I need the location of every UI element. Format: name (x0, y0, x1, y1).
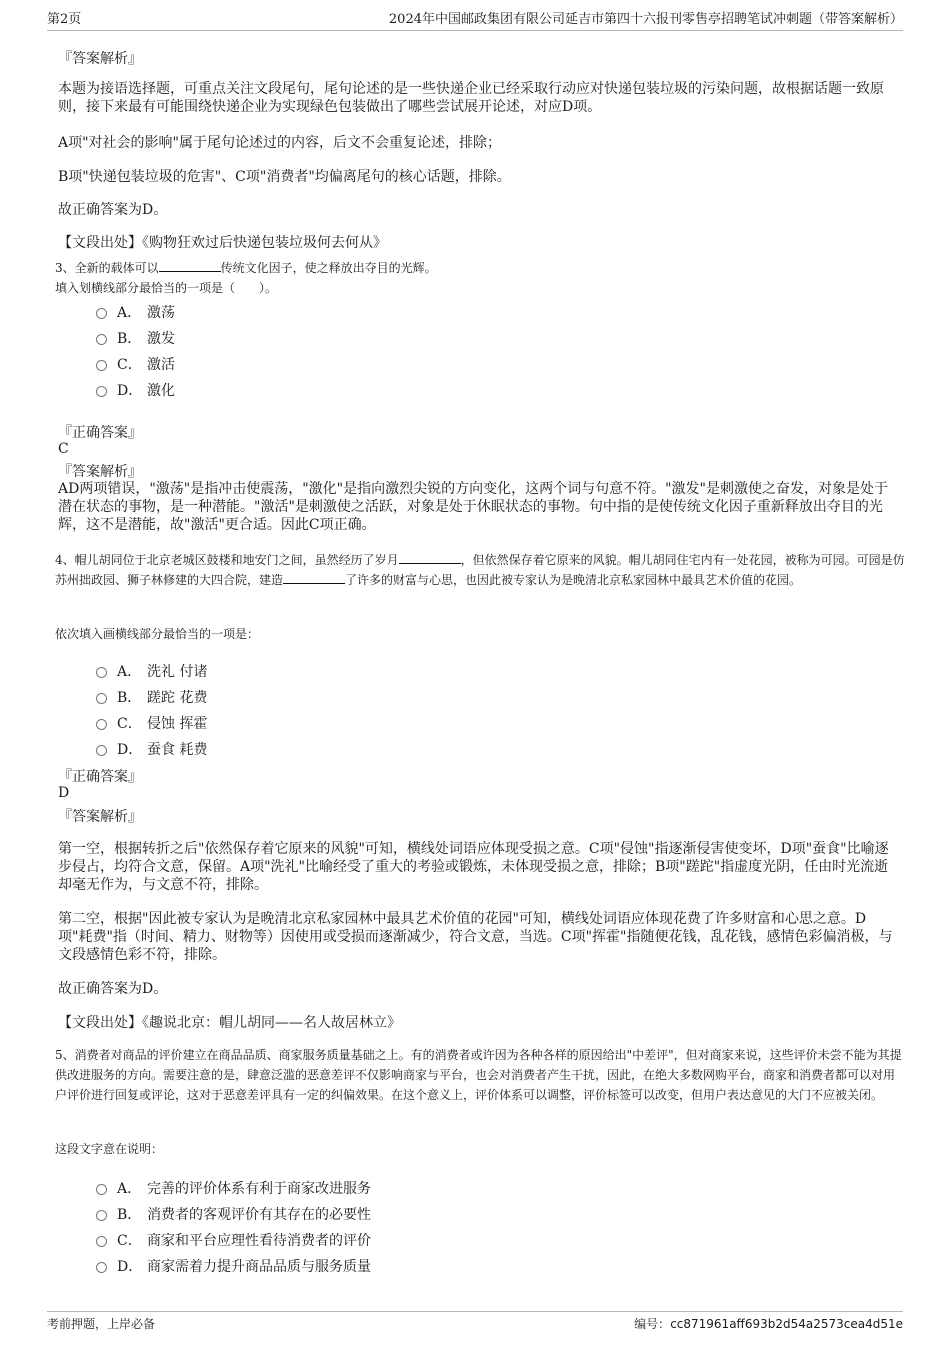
option-letter: A． (117, 664, 142, 680)
q4-stem-part2: ，但依然保存着它原来的风貌。帽儿胡同住宅内有一处花园，被称为可园。可园是仿苏州拙政园、狮子林修建的大四合院，建造 (55, 553, 905, 587)
q4-option-d[interactable] (96, 739, 207, 759)
option-text: 消费者的客观评价有其存在的必要性 (147, 1207, 371, 1223)
radio-icon[interactable] (96, 334, 107, 345)
radio-icon[interactable] (96, 719, 107, 730)
option-letter: D． (117, 383, 143, 399)
q5-prompt: 这段文字意在说明： (55, 1142, 164, 1156)
q4-analysis-p3: 故正确答案为D。 (58, 981, 168, 997)
q2-analysis-p2: A项"对社会的影响"属于尾句论述过的内容，后文不会重复论述，排除； (58, 135, 501, 151)
document-title: 2024年中国邮政集团有限公司延吉市第四十六报刊零售亭招聘笔试冲刺题（带答案解析） (388, 12, 903, 27)
q4-option-a[interactable] (96, 661, 207, 681)
q3-analysis: AD两项错误，"激荡"是指冲击使震荡，"激化"是指向激烈尖锐的方向变化，这两个词与句意不符。"激发"是刺激使之奋发，对象是处于潜在状态的事物，是一种潜能。"激活"是刺激使之活跃，对象是处于休眠状态的事物。句中指的是使传统文化因子重新释放出夺目的光辉，这不是潜能，故"激活"更合适。因此C项正确。 (58, 481, 888, 533)
option-text: 商家需着力提升商品品质与服务质量 (147, 1259, 371, 1275)
option-letter: B． (117, 690, 142, 706)
option-text: 激发 (147, 331, 175, 347)
q4-stem-part1: 4、帽儿胡同位于北京老城区鼓楼和地安门之间，虽然经历了岁月 (55, 553, 399, 567)
q3-prompt: 填入划横线部分最恰当的一项是（ ）。 (55, 281, 278, 295)
radio-icon[interactable] (96, 308, 107, 319)
option-letter: D． (117, 742, 143, 758)
q3-blank (159, 258, 221, 272)
page-number: 第2页 (47, 12, 82, 27)
radio-icon[interactable] (96, 693, 107, 704)
option-letter: A． (117, 305, 142, 321)
option-letter: A． (117, 1181, 142, 1197)
q5-option-b[interactable] (96, 1204, 371, 1224)
q4-option-b[interactable] (96, 687, 207, 707)
q3-stem (55, 258, 905, 278)
radio-icon[interactable] (96, 1236, 107, 1247)
q3-correct-label: 『正确答案』 (58, 425, 142, 441)
radio-icon[interactable] (96, 745, 107, 756)
q4-correct-label: 『正确答案』 (58, 769, 142, 785)
q2-analysis-p4: 故正确答案为D。 (58, 202, 168, 218)
option-letter: B． (117, 1207, 142, 1223)
q4-option-c[interactable] (96, 713, 207, 733)
q2-analysis-label: 『答案解析』 (58, 51, 142, 67)
radio-icon[interactable] (96, 360, 107, 371)
footer-code-label: 编号： (634, 1317, 671, 1331)
q5-option-a[interactable] (96, 1178, 371, 1198)
footer-slogan: 考前押题，上岸必备 (47, 1317, 156, 1331)
q3-analysis-label: 『答案解析』 (58, 464, 142, 480)
q4-correct-answer: D (58, 785, 70, 801)
radio-icon[interactable] (96, 667, 107, 678)
q3-option-a[interactable] (96, 302, 175, 322)
radio-icon[interactable] (96, 1262, 107, 1273)
q3-option-b[interactable] (96, 328, 175, 348)
option-text: 蚕食 耗费 (147, 742, 208, 758)
option-letter: C． (117, 357, 142, 373)
option-text: 完善的评价体系有利于商家改进服务 (147, 1181, 371, 1197)
header-divider (47, 30, 903, 31)
option-text: 激活 (147, 357, 175, 373)
option-text: 激荡 (147, 305, 175, 321)
q4-analysis-p2: 第二空，根据"因此被专家认为是晚清北京私家园林中最具艺术价值的花园"可知，横线处词语应体现花费了许多财富和心思之意。D项"耗费"指（时间、精力、财物等）因使用或受损而逐渐减少，符合文意，当选。C项"挥霍"指随便花钱，乱花钱，感情色彩偏消极，与文段感情色彩不符，排除。 (58, 911, 893, 963)
q2-source: 【文段出处】《购物狂欢过后快递包装垃圾何去何从》 (58, 235, 387, 251)
q4-source: 【文段出处】《趣说北京：帽儿胡同——名人故居林立》 (58, 1015, 401, 1031)
option-text: 激化 (147, 383, 175, 399)
q4-prompt: 依次填入画横线部分最恰当的一项是： (55, 627, 260, 641)
radio-icon[interactable] (96, 1184, 107, 1195)
q4-stem (55, 550, 905, 590)
radio-icon[interactable] (96, 1210, 107, 1221)
q5-stem: 5、消费者对商品的评价建立在商品品质、商家服务质量基础之上。有的消费者或许因为各种各样的原因给出"中差评"，但对商家来说，这些评价未尝不能为其提供改进服务的方向。需要注意的是，肆意泛滥的恶意差评不仅影响商家与平台，也会对消费者产生干扰，因此，在绝大多数网购平台，商家和消费者都可以对用户评价进行回复或评论，这对于恶意差评具有一定的纠偏效果。在这个意义上，评价体系可以调整，评价标签可以改变，但用户表达意见的大门不应被关闭。 (55, 1048, 902, 1102)
footer-code (634, 1315, 903, 1332)
q4-stem-part3: 了许多的财富与心思，也因此被专家认为是晚清北京私家园林中最具艺术价值的花园。 (345, 573, 802, 587)
q4-blank-2 (283, 570, 345, 584)
q4-blank-1 (399, 550, 461, 564)
option-text: 蹉跎 花费 (147, 690, 208, 706)
footer-divider (47, 1311, 903, 1312)
q3-option-c[interactable] (96, 354, 175, 374)
q2-analysis-p3: B项"快递包装垃圾的危害"、C项"消费者"均偏离尾句的核心话题，排除。 (58, 169, 511, 185)
q4-analysis-p1: 第一空，根据转折之后"依然保存着它原来的风貌"可知，横线处词语应体现受损之意。C项"侵蚀"指逐渐侵害使变坏，D项"蚕食"比喻逐步侵占，均符合文意，保留。A项"洗礼"比喻经受了重大的考验或锻炼，未体现受损之意，排除；B项"蹉跎"指虚度光阴，任由时光流逝却毫无作为，与文意不符，排除。 (58, 841, 889, 893)
radio-icon[interactable] (96, 386, 107, 397)
option-letter: C． (117, 716, 142, 732)
option-letter: C． (117, 1233, 142, 1249)
q3-correct-answer: C (58, 441, 69, 457)
q3-option-d[interactable] (96, 380, 175, 400)
q3-stem-part2: 传统文化因子，使之释放出夺目的光辉。 (220, 261, 437, 275)
q5-option-d[interactable] (96, 1256, 371, 1276)
option-letter: B． (117, 331, 142, 347)
option-text: 商家和平台应理性看待消费者的评价 (147, 1233, 371, 1249)
option-text: 侵蚀 挥霍 (147, 716, 208, 732)
q3-stem-part1: 3、全新的载体可以 (55, 261, 159, 275)
q5-option-c[interactable] (96, 1230, 371, 1250)
footer-code-value: cc871961aff693b2d54a2573cea4d51e (670, 1317, 903, 1331)
q2-analysis-p1: 本题为接语选择题，可重点关注文段尾句，尾句论述的是一些快递企业已经采取行动应对快递包装垃圾的污染问题，故根据话题一致原则，接下来最有可能围绕快递企业为实现绿色包装做出了哪些尝试展开论述，对应D项。 (58, 81, 884, 115)
q4-analysis-label: 『答案解析』 (58, 809, 142, 825)
option-text: 洗礼 付诸 (147, 664, 208, 680)
option-letter: D． (117, 1259, 143, 1275)
